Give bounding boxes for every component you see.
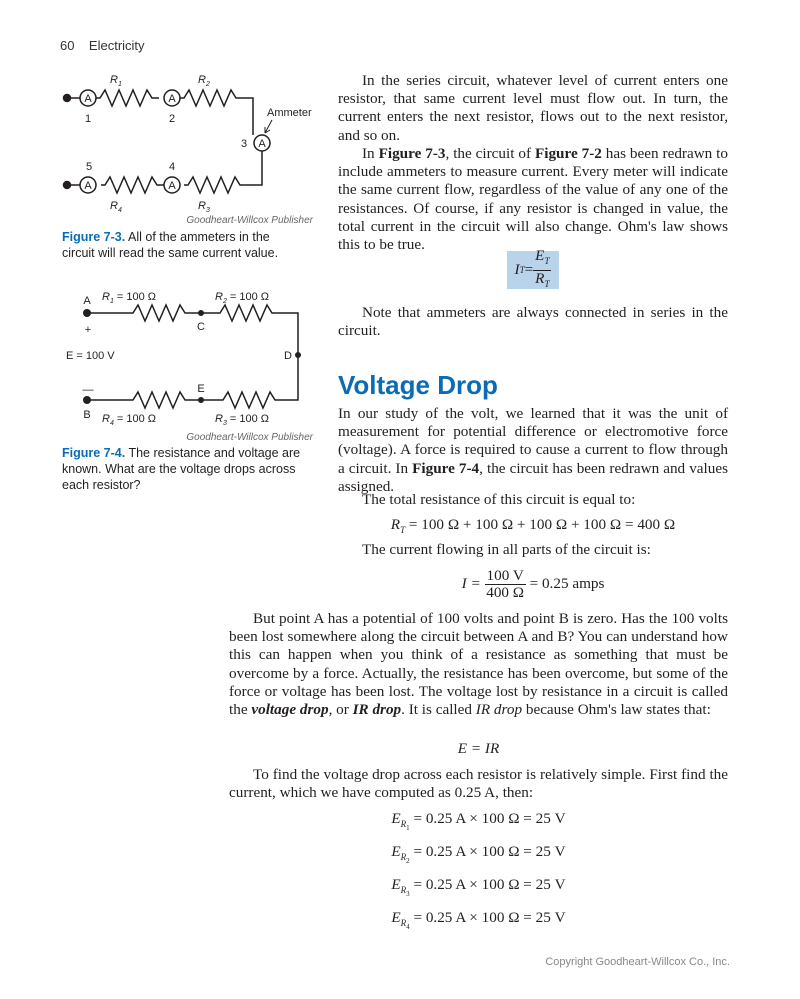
equation-drop-r4: $E_{R_4} = 0.25$ A × 100 Ω = 25 V [391,909,566,931]
minus-sign: — [82,384,94,396]
svg-text:A: A [84,93,92,105]
paragraph: Note that ammeters are always connected in series in the circuit. [338,304,728,340]
ammeter-2 [164,90,180,106]
ammeter-1 [80,90,96,106]
label-r3: $R_3 = 100$ Ω [215,413,270,427]
label-r4: $R_4$ [110,200,122,214]
node-d [295,352,301,358]
equation-total-resistance: $R_T = 100$ Ω + 100 Ω + 100 Ω + 100 Ω = 400 Ω [390,516,676,536]
label-r3: $R_3$ [198,200,210,214]
paragraph: In the series circuit, whatever level of current enters one resistor, that same current level must flow out. In turn, the current enters the next resistor, flows out to the next resistor, and so on. [338,72,728,144]
circuit-wire [67,90,262,193]
svg-text:A: A [168,180,176,192]
label-r2: $R_2$ [198,74,210,88]
equation-current: I = $\frac{100 V}{400 \Omega}$ = 0.25 amps [461,567,605,601]
paragraph: In our study of the volt, we learned that it was the unit of measurement for potential difference or electromotive force (voltage). A force is required to cause a current to flow through a circuit. In Figure 7-4, the circuit has been redrawn and values assigned. [338,405,728,495]
paragraph: But point A has a potential of 100 volts and point B is zero. Has the 100 volts been lost somewhere along the circuit between A and B? You can understand how this can happen when you think of a resistance as something that must be overcome by a force. Actually, the resistance has been overcome, but some of the force or voltage has been lost. The voltage lost by resistance in a circuit is called the voltage drop, or IR drop. It is called IR drop because Ohm's law states that: [229,610,728,719]
ammeter-4 [164,177,180,193]
node-c [198,310,204,316]
svg-text:A: A [84,180,92,192]
terminal-dot [64,182,71,189]
label-ammeter: Ammeter [267,107,312,119]
section-title: Electricity [88,38,145,53]
copyright: Copyright Goodheart-Willcox Co., Inc. [545,956,730,968]
plus-sign: + [84,324,92,336]
equation-drop-r1: $E_{R_1} = 0.25$ A × 100 Ω = 25 V [391,810,566,832]
label-source-voltage: E = 100 V [66,350,115,362]
node-e [198,397,204,403]
paragraph: The current flowing in all parts of the circuit is: [362,541,651,558]
label-d: D [284,350,292,362]
paragraph: In Figure 7-3, the circuit of Figure 7-2 has been redrawn to include ammeters to measure current. Every meter will indicate the same current flow, regardless of the value of any one of the resistances. Of course, if any resistor is changed in value, the total current in the circuit will also change. Ohm's law shows this to be true. [338,145,728,254]
label-r1: $R_1$ [110,74,122,88]
node-b [83,396,91,404]
label-2: 2 [168,113,176,125]
paragraph: To find the voltage drop across each resistor is relatively simple. First find the current, which we have computed as 0.25 A, then: [229,766,728,802]
label-a: A [83,295,91,307]
figure-7-4-caption: Figure 7-4. The resistance and voltage are known. What are the voltage drops across each resistor? [62,446,301,492]
svg-text:A: A [258,138,266,150]
section-heading: Voltage Drop [338,370,498,400]
label-4: 4 [168,161,176,173]
ammeter-5 [80,177,96,193]
figure-credit: Goodheart-Willcox Publisher [186,432,313,443]
figure-7-3-caption: Figure 7-3. All of the ammeters in the circuit will read the same current value. [62,230,279,260]
label-r4: $R_4 = 100$ Ω [102,413,157,427]
figure-reference: Figure 7-4 [412,459,480,477]
page-number: 60 [60,38,75,53]
label-c: C [197,321,205,333]
label-r1: $R_1 = 100$ Ω [102,291,157,305]
svg-text:A: A [168,93,176,105]
equation-total-current: I T = $\frac{E_T}{R_T}$ [507,251,559,289]
node-a [83,309,91,317]
label-e: E [197,383,205,395]
figure-reference: Figure 7-3 [378,145,446,162]
label-b: B [83,409,91,421]
label-5: 5 [85,161,93,173]
figure-7-4-diagram [0,270,330,435]
arrow-icon [265,120,272,133]
figure-credit: Goodheart-Willcox Publisher [186,215,313,226]
label-3: 3 [240,138,248,150]
figure-7-3-diagram [0,0,330,230]
paragraph: The total resistance of this circuit is equal to: [362,491,636,508]
label-r2: $R_2 = 100$ Ω [215,291,270,305]
equation-drop-r2: $E_{R_2} = 0.25$ A × 100 Ω = 25 V [391,843,566,865]
ammeter-3 [254,135,270,151]
figure-reference: Figure 7-2 [534,145,602,162]
label-1: 1 [84,113,92,125]
equation-drop-r3: $E_{R_3} = 0.25$ A × 100 Ω = 25 V [391,876,566,898]
circuit-wire [84,305,298,408]
equation-ohms-law: E = IR [457,740,500,757]
